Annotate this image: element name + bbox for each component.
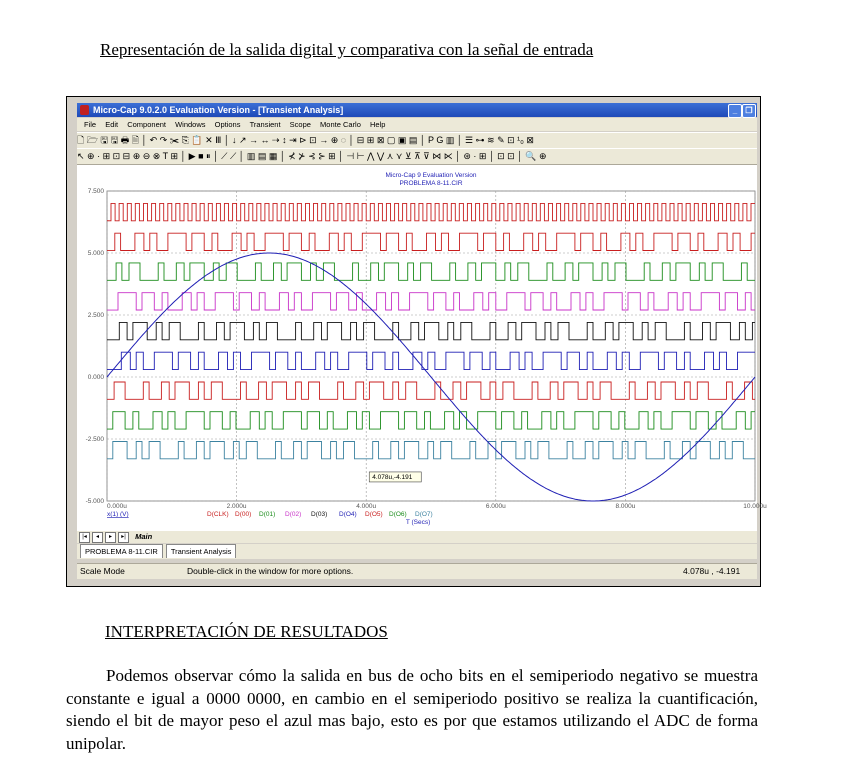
y-tick-label: 5.000 [87, 250, 104, 257]
window-titlebar [77, 103, 757, 117]
transient-plot[interactable] [77, 165, 767, 531]
menu-component[interactable]: Component [127, 120, 166, 129]
nav-last-button[interactable]: ▸| [118, 532, 129, 543]
legend-item: D(00) [235, 511, 252, 518]
results-heading: INTERPRETACIÓN DE RESULTADOS [105, 622, 388, 641]
menu-windows[interactable]: Windows [175, 120, 206, 129]
plot-title: PROBLEMA 8-11.CIR [399, 180, 463, 187]
menu-help[interactable]: Help [370, 120, 386, 129]
tab-circuit[interactable]: PROBLEMA 8-11.CIR [80, 544, 163, 558]
minimize-button[interactable]: _ [728, 104, 742, 118]
legend-item: D(O5) [365, 511, 383, 518]
legend-item: x(1) (V) [107, 511, 129, 518]
legend-item: D(01) [259, 511, 276, 518]
main-toolbar[interactable]: 🗋 🗁 🖫 🖫 🖶 🗎 │ ↶ ↷ ✂ ⎘ 📋 ✕ Ⅲ │ ↓ ↗ → ↔ ⇢ ↕ ⇥ ⊳ ⊡ → ⊕ ◌ │ ⊟ ⊞ ⊠ ▢ ▣ ▤ │ P G ▥ │ ☰ ⊶ ≋ ✎ ⊡ ¹₀ ⊠ [77, 132, 757, 149]
legend-item: D(O6) [389, 511, 407, 518]
nav-next-button[interactable]: ▸ [105, 532, 116, 543]
y-tick-label: -5.000 [85, 498, 104, 505]
window-title: Micro-Cap 9.0.2.0 Evaluation Version - [Transient Analysis] [93, 105, 344, 115]
plot-area[interactable] [77, 165, 767, 531]
legend-item: D(O7) [415, 511, 433, 518]
x-tick-label: 10.000u [743, 503, 767, 510]
legend-item: D(03) [311, 511, 328, 518]
y-tick-label: 7.500 [87, 188, 104, 195]
legend-item: D(O4) [339, 511, 357, 518]
sheet-tab-main[interactable]: Main [135, 532, 153, 541]
plot-banner-line1: Micro-Cap 9 Evaluation Version [385, 172, 477, 179]
x-axis-label: T (Secs) [405, 519, 431, 526]
cursor-tag-label: 4.078u,-4.191 [372, 473, 413, 481]
x-tick-label: 0.000u [107, 503, 127, 510]
restore-button[interactable]: ❐ [742, 104, 756, 118]
y-tick-label: 0.000 [87, 374, 104, 381]
y-tick-label: -2.500 [85, 436, 104, 443]
x-tick-label: 8.000u [615, 503, 636, 510]
nav-prev-button[interactable]: ◂ [92, 532, 103, 543]
document-heading: Representación de la salida digital y comparativa con la señal de entrada [100, 40, 594, 59]
menu-monte-carlo[interactable]: Monte Carlo [320, 120, 361, 129]
legend-item: D(CLK) [207, 511, 229, 518]
menu-options[interactable]: Options [214, 120, 241, 129]
document-tab-row [77, 544, 757, 559]
menu-file[interactable]: File [84, 120, 97, 129]
status-bar [77, 563, 757, 579]
app-icon [80, 105, 89, 115]
status-mode: Scale Mode [80, 566, 125, 576]
tab-transient-analysis[interactable]: Transient Analysis [166, 544, 237, 558]
digital-trace-dclk [107, 203, 755, 220]
menu-scope[interactable]: Scope [289, 120, 311, 129]
x-tick-label: 6.000u [485, 503, 506, 510]
menu-transient[interactable]: Transient [249, 120, 281, 129]
y-tick-label: 2.500 [87, 312, 104, 319]
x-tick-label: 2.000u [226, 503, 247, 510]
status-hint: Double-click in the window for more options. [187, 566, 354, 576]
menu-edit[interactable]: Edit [105, 120, 119, 129]
x-tick-label: 4.000u [356, 503, 377, 510]
legend-item: D(02) [285, 511, 302, 518]
status-coords: 4.078u , -4.191 [683, 566, 741, 576]
microcap-screenshot [66, 96, 767, 587]
sheet-tab-row [77, 531, 757, 543]
nav-first-button[interactable]: |◂ [79, 532, 90, 543]
menu-bar [77, 118, 757, 131]
results-paragraph: Podemos observar cómo la salida en bus de ocho bits en el semiperiodo negativo se muestra constante e igual a 0000 0000, en cambio en el semiperiodo positivo se realiza la cuantificación, siendo el bit de mayor peso el azul mas bajo, esto es por que estamos utilizando el ADC de forma unipolar. [66, 666, 758, 753]
analysis-toolbar[interactable]: ↖ ⊕ · ⊞ ⊡ ⊟ ⊕ ⊖ ⊗ T ⊞ │ ▶ ■ ⏸ │ ⟋ ⟋ │ ▥ ▤ ▦ │ ⊀ ⊁ ⊰ ⊱ ⊞ │ ⊣ ⊢ ⋀ ⋁ ⋏ ⋎ ⊻ ⊼ ⊽ ⋈ ⋉ │ ⊛ · ⊞ │ ⊡ ⊡ │ 🔍 ⊕ [77, 148, 757, 165]
